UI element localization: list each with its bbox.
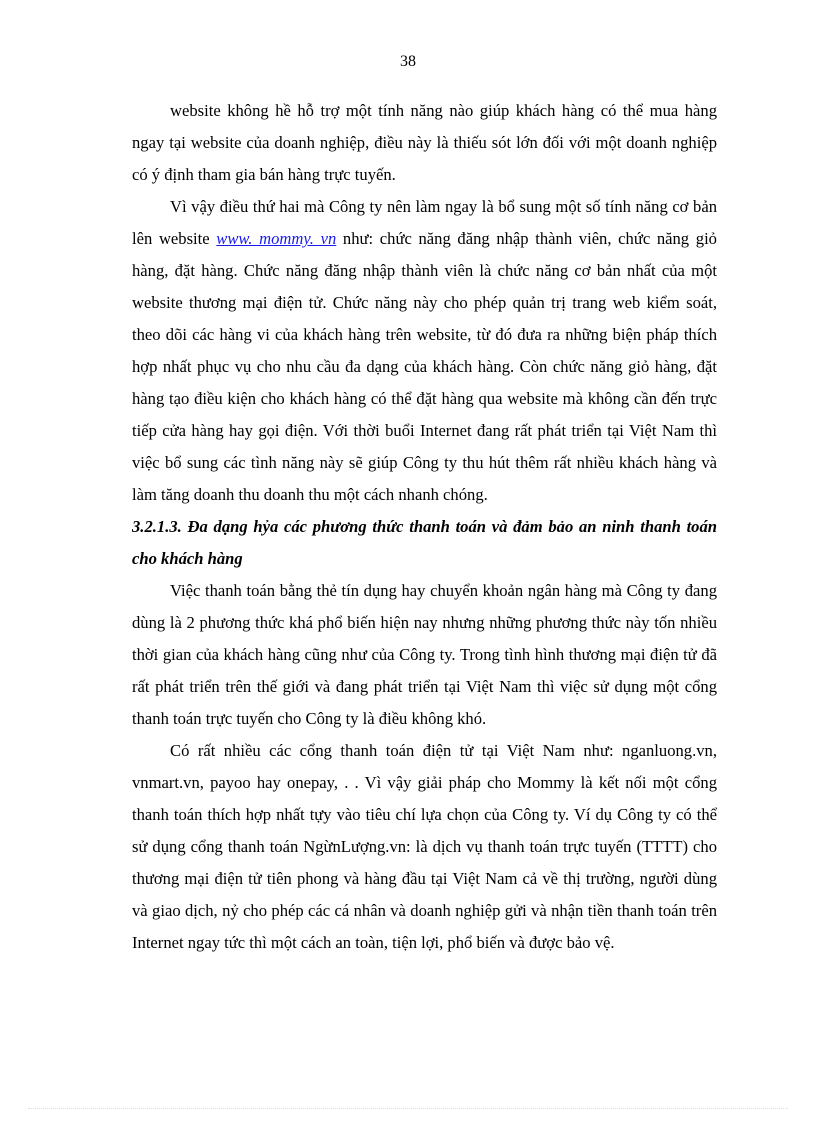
paragraph-features — [132, 191, 717, 511]
paragraph-features-rest: như: chức năng đăng nhập thành viên, chức năng giỏ hàng, đặt hàng. Chức năng đăng nhập thành viên là chức năng cơ bản nhất của một website thương mại điện tử. Chức năng này cho phép quản trị trang web kiểm soát, theo dõi các hàng vi của khách hàng trên website, từ đó đưa ra những biện pháp thích hợp nhất phục vụ cho nhu cầu đa dạng của khách hàng. Còn chức năng giỏ hàng, đặt hàng tạo điều kiện cho khách hàng có thể đặt hàng qua website mà không cần đến trực tiếp cửa hàng hay gọi điện. Với thời buổi Internet đang rất phát triển tại Việt Nam thì việc bổ sung các tình năng này sẽ giúp Công ty thu hút thêm rất nhiều khách hàng và làm tăng doanh thu doanh thu một cách nhanh chóng. — [132, 229, 717, 504]
paragraph-features-lead: Vì vậy điều thứ hai mà Công ty nên làm ngay là bổ sung một số tính năng cơ bản lên website — [132, 197, 717, 248]
paragraph-payment-methods: Việc thanh toán bằng thẻ tín dụng hay chuyển khoản ngân hàng mà Công ty đang dùng là 2 phương thức khá phổ biến hiện nay nhưng những phương thức này tốn nhiều thời gian của khách hàng cũng như của Công ty. Trong tình hình thương mại điện tử đã rất phát triển trên thế giới và đang phát triển tại Việt Nam thì việc sử dụng một cổng thanh toán trực tuyến cho Công ty là điều không khó. — [132, 581, 717, 728]
paragraph-website-shortcoming: website không hề hỗ trợ một tính năng nào giúp khách hàng có thể mua hàng ngay tại website của doanh nghiệp, điều này là thiếu sót lớn đối với một doanh nghiệp có ý định tham gia bán hàng trực tuyến. — [132, 101, 717, 184]
paragraph-payment-gateways: Có rất nhiều các cổng thanh toán điện tử tại Việt Nam như: nganluong.vn, vnmart.vn, payoo hay onepay, . . Vì vậy giải pháp cho Mommy là kết nối một cổng thanh toán thích hợp nhất tựy vào tiêu chí lựa chọn của Công ty. Ví dụ Công ty có thể sử dụng cổng thanh toán NgừnLượng.vn: là dịch vụ thanh toán trực tuyến (TTTT) cho thương mại điện tử tiên phong và hàng đầu tại Việt Nam cả về thị trường, người dùng và giao dịch, nỷ cho phép các cá nhân và doanh nghiệp gửi và nhận tiền thanh toán trên Internet ngay tức thì một cách an toàn, tiện lợi, phổ biến và được bảo vệ. — [132, 741, 717, 952]
page-number: 38 — [400, 53, 416, 70]
document-body — [132, 95, 717, 959]
website-link[interactable]: www. mommy. vn — [216, 229, 337, 248]
section-heading: 3.2.1.3. Đa dạng hỷa các phương thức thanh toán và đảm bảo an ninh thanh toán cho khách hàng — [132, 517, 717, 568]
page-bottom-divider — [28, 1108, 788, 1109]
